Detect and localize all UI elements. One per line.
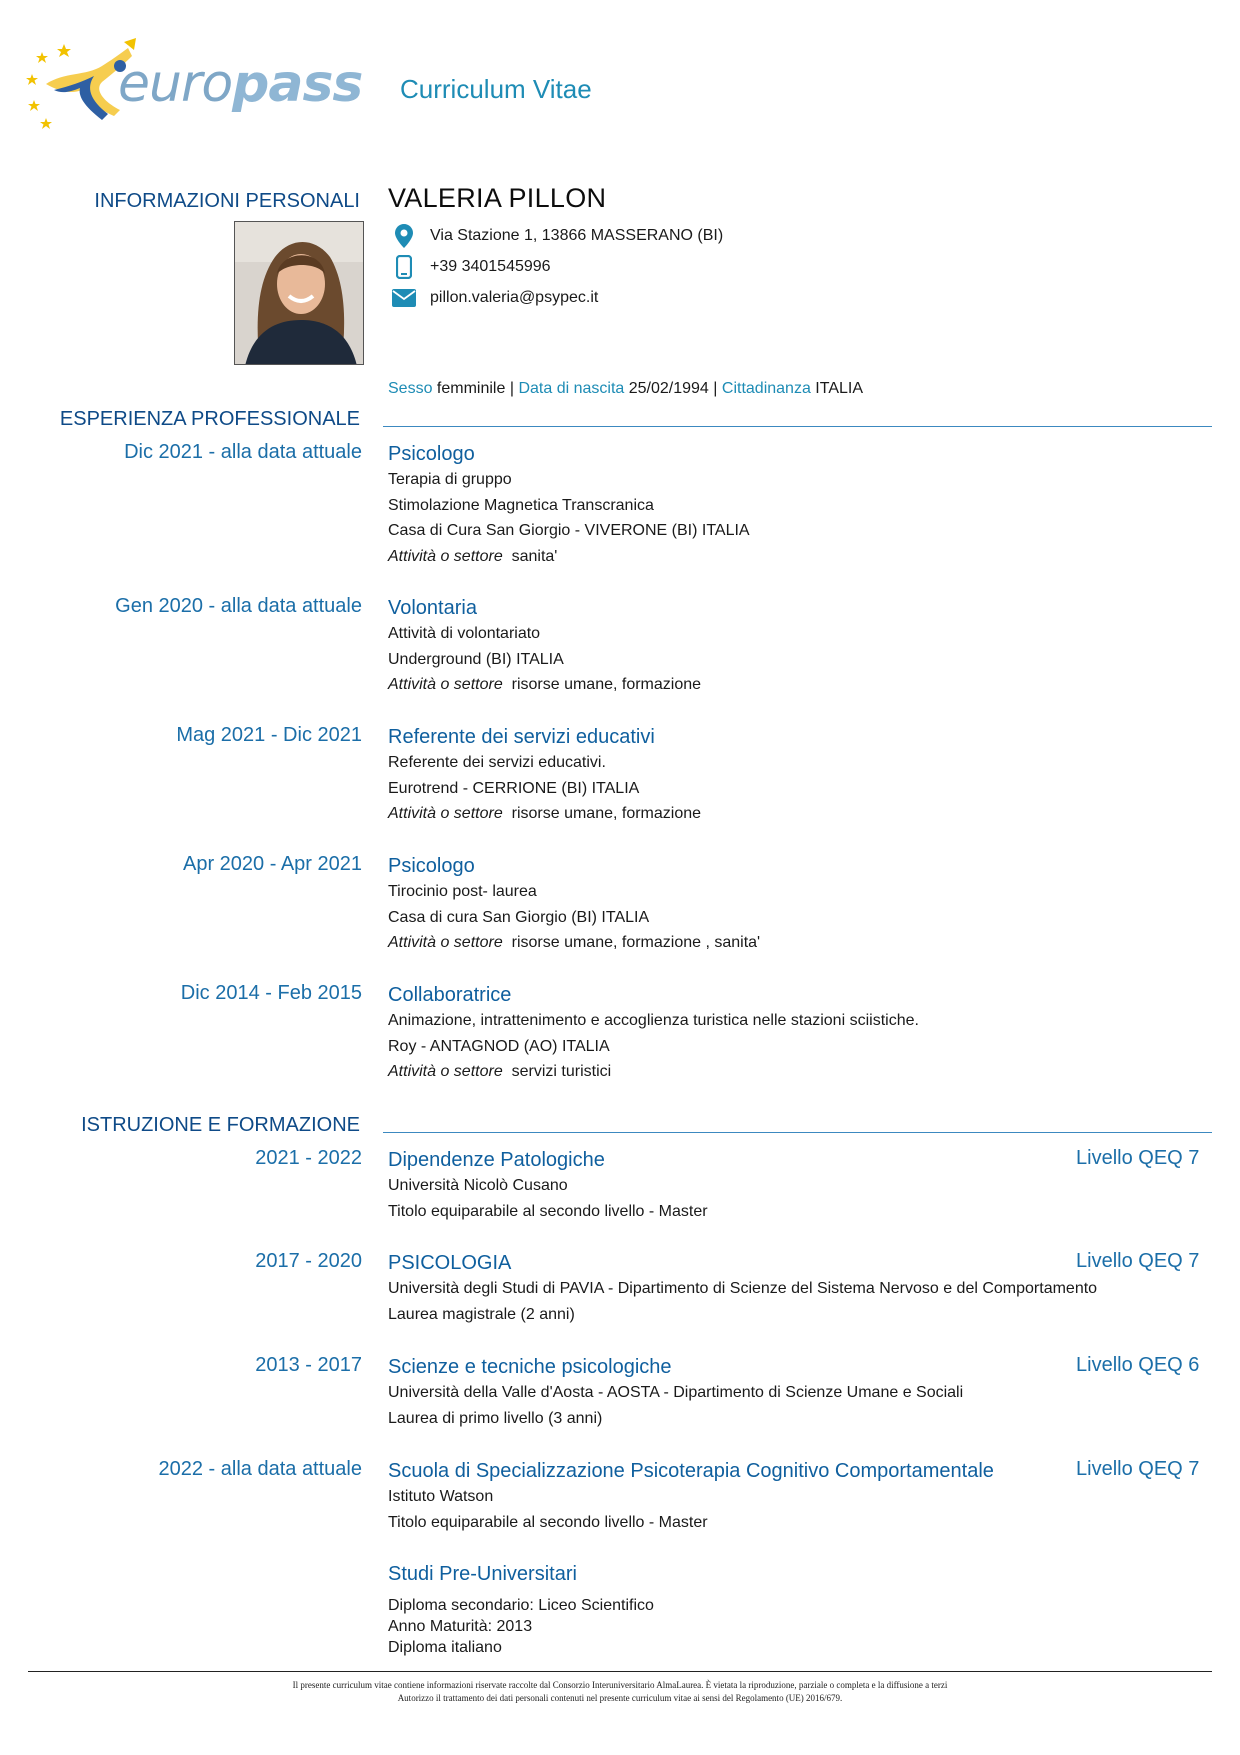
entry-title: Volontaria xyxy=(388,597,477,619)
entry-line: Laurea di primo livello (3 anni) xyxy=(388,1409,603,1427)
entry-date: Dic 2021 - alla data attuale xyxy=(124,441,362,463)
qualification-level: Livello QEQ 6 xyxy=(1076,1354,1200,1376)
citizenship-label: Cittadinanza xyxy=(721,380,811,397)
envelope-icon xyxy=(392,286,416,310)
mobile-phone-icon xyxy=(392,255,416,279)
birth-value: 25/02/1994 xyxy=(628,380,709,397)
entry-title: Studi Pre-Universitari xyxy=(388,1563,577,1585)
email-link[interactable]: pillon.valeria@psypec.it xyxy=(430,289,599,306)
sector-label: Attività o settore xyxy=(388,1063,503,1080)
entry-date: 2021 - 2022 xyxy=(255,1147,362,1169)
entry-line: Università Nicolò Cusano xyxy=(388,1177,568,1194)
sector-value: risorse umane, formazione xyxy=(511,805,702,822)
footer-disclaimer xyxy=(28,1679,1212,1705)
footer-line: Autorizzo il trattamento dei dati personali contenuti nel presente curriculum vitae ai sensi del Regolamento (UE) 2016/679. xyxy=(397,1693,843,1703)
entry-title: Collaboratrice xyxy=(388,984,512,1006)
document-title: Curriculum Vitae xyxy=(400,74,592,104)
entry-line: Animazione, intrattenimento e accoglienza turistica nelle stazioni sciistiche. xyxy=(388,1012,919,1029)
entry-sector xyxy=(388,930,1208,956)
qualification-level: Livello QEQ 7 xyxy=(1076,1250,1200,1272)
entry-title: Scuola di Specializzazione Psicoterapia Cognitivo Comportamentale xyxy=(388,1460,994,1482)
phone-text[interactable]: +39 3401545996 xyxy=(430,258,551,275)
entry-date: 2013 - 2017 xyxy=(255,1354,362,1376)
entry-title: Referente dei servizi educativi xyxy=(388,726,655,748)
entry-line: Attività di volontariato xyxy=(388,625,541,642)
entry-line: Diploma secondario: Liceo Scientifico xyxy=(388,1597,654,1614)
entry-line: Istituto Watson xyxy=(388,1488,494,1505)
separator: | xyxy=(509,380,514,397)
sector-value: servizi turistici xyxy=(511,1063,612,1080)
entry-title: Dipendenze Patologiche xyxy=(388,1149,605,1171)
entry-line: Diploma italiano xyxy=(388,1639,502,1656)
sector-label: Attività o settore xyxy=(388,934,503,951)
europass-wordmark: europass xyxy=(118,54,363,114)
sector-value: sanita' xyxy=(511,547,558,565)
sex-value: femminile xyxy=(436,380,506,397)
entry-sector xyxy=(388,544,1208,570)
sector-value: risorse umane, formazione , sanita' xyxy=(511,934,761,951)
entry-title: Psicologo xyxy=(388,855,475,877)
section-divider xyxy=(383,1132,1212,1133)
entry-line: Eurotrend - CERRIONE (BI) ITALIA xyxy=(388,779,640,797)
sex-label: Sesso xyxy=(388,380,433,397)
section-label-personal-info: INFORMAZIONI PERSONALI xyxy=(94,190,360,212)
citizenship-value: ITALIA xyxy=(815,380,864,397)
entry-sector xyxy=(388,672,1208,698)
entry-line: Anno Maturità: 2013 xyxy=(388,1618,533,1635)
birth-label: Data di nascita xyxy=(518,380,625,397)
europass-logo xyxy=(24,36,363,136)
entry-line: Università della Valle d'Aosta - AOSTA - Dipartimento di Scienze Umane e Sociali xyxy=(388,1384,964,1401)
entry-line: Laurea magistrale (2 anni) xyxy=(388,1305,575,1323)
entry-sector xyxy=(388,801,1208,827)
qualification-level: Livello QEQ 7 xyxy=(1076,1458,1200,1480)
qualification-level: Livello QEQ 7 xyxy=(1076,1147,1200,1169)
entry-line: Referente dei servizi educativi. xyxy=(388,754,606,771)
entry-title: PSICOLOGIA xyxy=(388,1252,512,1274)
separator: | xyxy=(713,380,718,397)
entry-line: Titolo equiparabile al secondo livello - Master xyxy=(388,1513,708,1531)
section-label-experience: ESPERIENZA PROFESSIONALE xyxy=(59,408,360,430)
contact-email xyxy=(392,286,598,310)
cv-header xyxy=(24,36,1224,136)
section-label-education: ISTRUZIONE E FORMAZIONE xyxy=(81,1114,360,1136)
entry-line: Roy - ANTAGNOD (AO) ITALIA xyxy=(388,1037,610,1055)
entry-line: Stimolazione Magnetica Transcranica xyxy=(388,496,654,514)
footer-divider xyxy=(28,1671,1212,1672)
sector-label: Attività o settore xyxy=(388,676,503,693)
entry-line: Terapia di gruppo xyxy=(388,471,512,488)
entry-line: Titolo equiparabile al secondo livello - Master xyxy=(388,1202,708,1220)
entry-date: Gen 2020 - alla data attuale xyxy=(115,595,362,617)
candidate-name: VALERIA PILLON xyxy=(388,183,607,213)
entry-date: 2022 - alla data attuale xyxy=(158,1458,362,1480)
address-text: Via Stazione 1, 13866 MASSERANO (BI) xyxy=(430,227,724,244)
entry-date: Apr 2020 - Apr 2021 xyxy=(182,853,362,875)
entry-line: Tirocinio post- laurea xyxy=(388,883,537,900)
sector-label: Attività o settore xyxy=(388,805,503,822)
section-divider xyxy=(383,426,1212,427)
footer-line: Il presente curriculum vitae contiene informazioni riservate raccolte dal Consorzio Interuniversitario AlmaLaurea. È vietata la riproduzione, parziale o completa e la diffusione a terzi xyxy=(292,1680,948,1690)
sector-value: risorse umane, formazione xyxy=(511,676,702,693)
entry-title: Scienze e tecniche psicologiche xyxy=(388,1356,672,1378)
entry-line: Università degli Studi di PAVIA - Dipartimento di Scienze del Sistema Nervoso e del Comportamento xyxy=(388,1280,1098,1297)
contact-address xyxy=(392,224,723,248)
entry-sector xyxy=(388,1059,1208,1085)
location-pin-icon xyxy=(392,224,416,248)
entry-line: Casa di cura San Giorgio (BI) ITALIA xyxy=(388,908,650,926)
personal-details-line xyxy=(388,380,863,398)
entry-date: 2017 - 2020 xyxy=(255,1250,362,1272)
entry-line: Casa di Cura San Giorgio - VIVERONE (BI) ITALIA xyxy=(388,522,750,539)
entry-title: Psicologo xyxy=(388,443,475,465)
sector-label: Attività o settore xyxy=(388,547,503,565)
contact-phone xyxy=(392,255,551,279)
entry-date: Dic 2014 - Feb 2015 xyxy=(180,982,362,1004)
profile-photo xyxy=(234,221,364,365)
entry-line: Underground (BI) ITALIA xyxy=(388,650,564,668)
entry-date: Mag 2021 - Dic 2021 xyxy=(176,724,362,746)
